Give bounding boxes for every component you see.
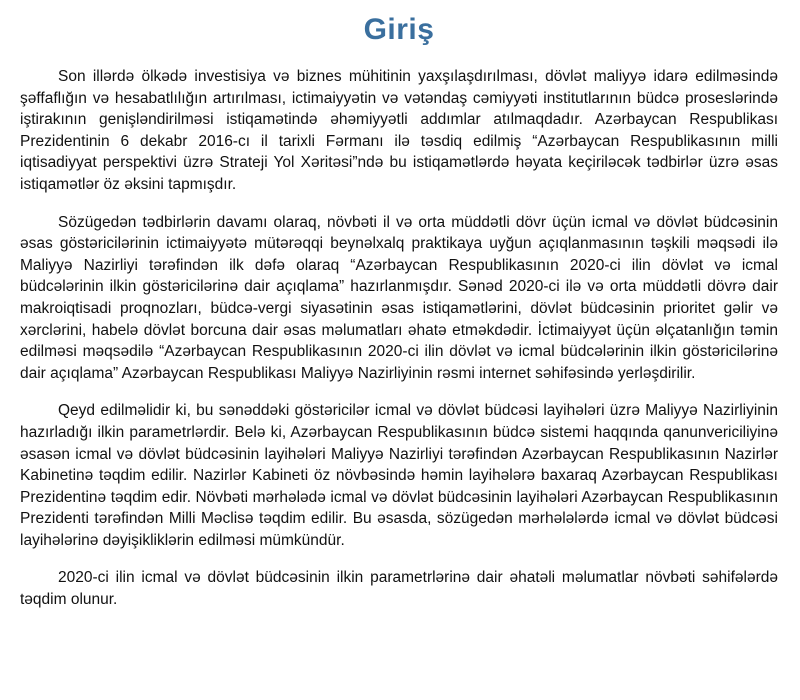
- paragraph-procedure: Qeyd edilməlidir ki, bu sənəddəki göstəricilər icmal və dövlət büdcəsi layihələri üzrə Maliyyə Nazirliyinin hazırladığı ilkin parametrlərdir. Belə ki, Azərbaycan Respublikasının büdcə sistemi haqqında qanunvericiliyinə əsasən icmal və dövlət büdcəsinin layihələri Maliyyə Nazirliyi tərəfindən Azərbaycan Respublikasının Nazirlər Kabinetinə təqdim edilir. Nazirlər Kabineti öz növbəsində həmin layihələrə baxaraq Azərbaycan Respublikası Prezidentinə təqdim edir. Növbəti mərhələdə icmal və dövlət büdcəsinin layihələri Azərbaycan Respublikasının Prezidenti tərəfindən Milli Məclisə təqdim edilir. Bu əsasda, sözügedən mərhələlərdə icmal və dövlət büdcəsi layihələrinə dəyişikliklərin edilməsi mümkündür.: [20, 402, 778, 549]
- paragraph-closing: 2020-ci ilin icmal və dövlət büdcəsinin ilkin parametrlərinə dair əhatəli məlumatlar növbəti səhifələrdə təqdim olunur.: [20, 569, 778, 609]
- paragraph-intro: Son illərdə ölkədə investisiya və biznes mühitinin yaxşılaşdırılması, dövlət maliyyə idarə edilməsində şəffaflığın və hesabatlılığın artırılması, ictimaiyyətin və vətəndaş cəmiyyəti institutlarının büdcə proseslərində iştirakının genişləndirilməsi istiqamətində əhəmiyyətli addımlar atılmaqdadır. Azərbaycan Respublikası Prezidentinin 6 dekabr 2016-cı il tarixli Fərmanı ilə təsdiq edilmiş “Azərbaycan Respublikasının milli iqtisadiyyat perspektivi üzrə Strateji Yol Xəritəsi”ndə bu istiqamətlərdə həyata keçiriləcək tədbirlər üzrə əsas istiqamətlər öz əksini tapmışdır.: [20, 68, 778, 193]
- document-page: [20, 10, 778, 611]
- paragraph-measures: Sözügedən tədbirlərin davamı olaraq, növbəti il və orta müddətli dövr üçün icmal və dövlət büdcəsinin əsas göstəricilərinin ictimaiyyətə mütərəqqi beynəlxalq praktikaya uyğun açıqlanmasının təşkili məqsədi ilə Maliyyə Nazirliyi tərəfindən ilk dəfə olaraq “Azərbaycan Respublikasının 2020-ci ilin dövlət və icmal büdcələrinin ilkin göstəricilərinə dair açıqlama” hazırlanmışdır. Sənəd 2020-ci ilə və orta müddətli dövrə dair makroiqtisadi proqnozları, büdcə-vergi siyasətinin əsas istiqamətlərini, dövlət büdcəsinin prioritet gəlir və xərclərini, habelə dövlət borcuna dair əsas məlumatları əhatə etməkdədir. İctimaiyyət üçün əlçatanlığın təmin edilməsi məqsədilə “Azərbaycan Respublikasının 2020-ci ilin dövlət və icmal büdcələrinin ilkin göstəricilərinə dair açıqlama” Azərbaycan Respublikası Maliyyə Nazirliyinin rəsmi internet səhifəsində yerləşdirilir.: [20, 213, 778, 382]
- page-title: Giriş: [363, 13, 435, 46]
